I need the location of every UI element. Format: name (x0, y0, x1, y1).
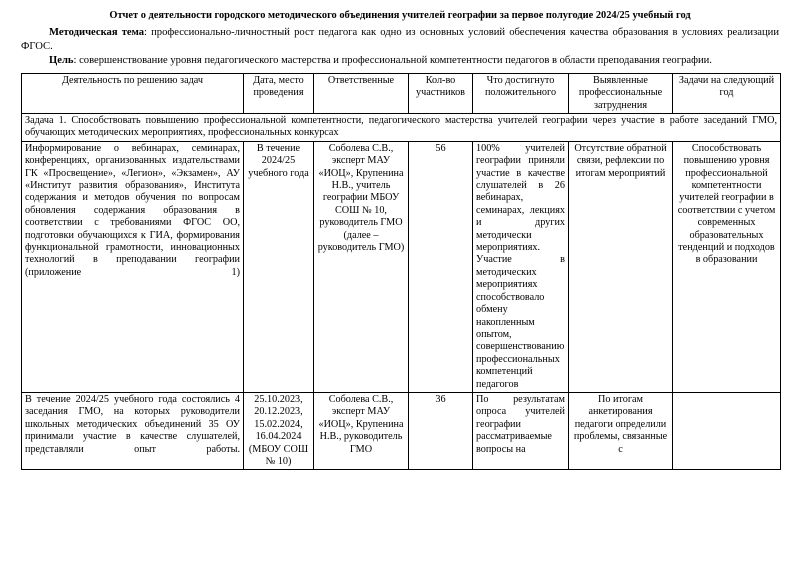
table-body (22, 114, 781, 470)
document-page (0, 9, 800, 575)
report-table (21, 73, 781, 471)
goal-label: Цель (49, 55, 74, 67)
column-header-achieved: Что достигнуто положительного (473, 73, 569, 113)
column-header-date-place: Дата, место проведения (244, 73, 314, 113)
table-row (22, 392, 781, 469)
methodical-theme-paragraph (21, 26, 779, 53)
cell-difficulties: По итогам анкетирования педагоги определили проблемы, связанные с (569, 392, 673, 469)
methodical-theme-text: : профессионально-личностный рост педагога как одно из основных условий обеспечения качества образования в условиях реализации ФГОС. (21, 27, 779, 52)
cell-date-place: 25.10.2023, 20.12.2023, 15.02.2024, 16.04.2024 (МБОУ СОШ № 10) (244, 392, 314, 469)
cell-responsible: Соболева С.В., эксперт МАУ «ИОЦ», Крупенина Н.В., руководитель ГМО (314, 392, 409, 469)
page-title: Отчет о деятельности городского методического объединения учителей географии за первое полугодие 2024/25 учебный год (109, 10, 691, 21)
column-header-difficulties: Выявленные профессиональные затруднения (569, 73, 673, 113)
cell-activity: Информирование о вебинарах, семинарах, конференциях, организованных издательствами ГК «Просвещение», «Легион», «Экзамен», АУ «Институт развития образования», Института содержания и методов обучения по вопросам обновления содержания образования в соответствии с требованиями ФГОС ОО, подготовки обучающихся к ГИА, формирования функциональной грамотности, инновационных технологий в преподавании географии (приложение 1) (22, 141, 244, 392)
cell-participants: 56 (409, 141, 473, 392)
task-section-row (22, 114, 781, 142)
cell-next-year-tasks (673, 392, 781, 469)
goal-text: : совершенствование уровня педагогического мастерства и профессиональной компетентности педагогов в области преподавания географии. (73, 55, 712, 67)
cell-date-place: В течение 2024/25 учебного года (244, 141, 314, 392)
table-header (22, 73, 781, 113)
column-header-responsible: Ответственные (314, 73, 409, 113)
cell-difficulties: Отсутствие обратной связи, рефлексии по итогам мероприятий (569, 141, 673, 392)
column-header-participants: Кол-во участников (409, 73, 473, 113)
cell-achieved: 100% учителей географии приняли участие в качестве слушателей в 26 вебинарах, семинарах, лекциях и других методически мероприятиях. Участие в методических мероприятиях способствовало обмену накопленным опытом, совершенствованию профессиональных компетенций педагогов (473, 141, 569, 392)
cell-responsible: Соболева С.В., эксперт МАУ «ИОЦ», Крупенина Н.В., учитель географии МБОУ СОШ № 10, руководитель ГМО (далее – руководитель ГМО) (314, 141, 409, 392)
cell-next-year-tasks: Способствовать повышению уровня профессиональной компетентности учителей географии в соответствии с учетом современных образовательных тенденций и подходов в образовании (673, 141, 781, 392)
table-header-row (22, 73, 781, 113)
cell-achieved: По результатам опроса учителей географии рассматриваемые вопросы на (473, 392, 569, 469)
goal-paragraph (21, 54, 779, 68)
methodical-theme-label: Методическая тема (49, 27, 145, 38)
cell-activity: В течение 2024/25 учебного года состоялись 4 заседания ГМО, на которых руководители школьных методических объединений 35 ОУ принимали участие в качестве слушателей, представляли опыт работы. (22, 392, 244, 469)
cell-participants: 36 (409, 392, 473, 469)
column-header-activity: Деятельность по решению задач (22, 73, 244, 113)
table-row (22, 141, 781, 392)
task-section-label: Задача 1. Способствовать повышению профессиональной компетентности, педагогического мастерства учителей географии через участие в работе заседаний ГМО, обучающих методических мероприятиях, профессиональных конкурсах (22, 114, 781, 142)
column-header-next-year-tasks: Задачи на следующий год (673, 73, 781, 113)
